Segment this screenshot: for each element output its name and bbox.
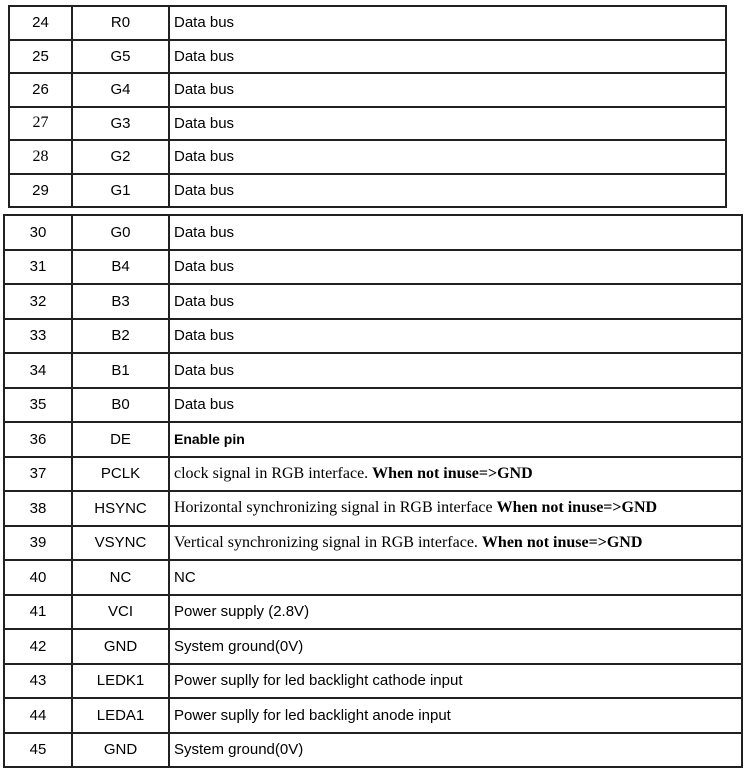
pin-table-lower	[3, 214, 743, 768]
pin-description-segment: When not inuse=>GND	[481, 533, 643, 551]
pin-number: 36	[5, 423, 73, 456]
pin-number: 32	[5, 285, 73, 318]
pin-number: 26	[10, 74, 73, 106]
pin-name: VCI	[73, 596, 170, 629]
pin-name: G5	[73, 41, 170, 73]
pin-description	[170, 389, 741, 422]
pin-description-segment: When not inuse=>GND	[372, 464, 533, 482]
pin-description-segment: When not inuse=>GND	[496, 499, 658, 517]
pin-number: 24	[10, 7, 73, 39]
pin-description	[170, 665, 741, 698]
pin-name: B4	[73, 251, 170, 284]
pin-description	[170, 699, 741, 732]
pin-name: GND	[73, 734, 170, 767]
pin-number: 25	[10, 41, 73, 73]
pin-description-segment: Data bus	[174, 14, 235, 32]
pin-number: 34	[5, 354, 73, 387]
pin-description-segment: System ground(0V)	[174, 741, 304, 759]
table-row	[5, 320, 741, 355]
pin-description	[170, 285, 741, 318]
pin-number: 44	[5, 699, 73, 732]
pin-description-segment: Data bus	[174, 361, 235, 379]
pin-description-segment: Horizontal synchronizing signal in RGB interface	[174, 499, 497, 517]
pin-description-segment: Power suplly for led backlight anode input	[174, 706, 451, 724]
pin-description-segment: Data bus	[174, 292, 235, 310]
pin-description	[170, 41, 725, 73]
pin-description-segment: clock signal in RGB interface.	[174, 464, 373, 482]
pin-number: 30	[5, 216, 73, 249]
pin-number: 38	[5, 492, 73, 525]
pin-description-segment: Enable pin	[174, 431, 245, 448]
pin-description	[170, 527, 741, 560]
pin-name: G4	[73, 74, 170, 106]
pin-name: G1	[73, 175, 170, 207]
pin-description	[170, 423, 741, 456]
pin-description-segment: Data bus	[174, 258, 235, 276]
pin-number: 43	[5, 665, 73, 698]
pin-number: 29	[10, 175, 73, 207]
table-row	[5, 630, 741, 665]
pin-number: 39	[5, 527, 73, 560]
pin-description-segment: Data bus	[174, 47, 235, 65]
table-row	[10, 74, 725, 108]
table-row	[10, 7, 725, 41]
table-row	[5, 458, 741, 493]
table-row	[5, 216, 741, 251]
pin-name: R0	[73, 7, 170, 39]
pin-number: 42	[5, 630, 73, 663]
pin-description-segment: Data bus	[174, 396, 235, 414]
pin-name: LEDK1	[73, 665, 170, 698]
pin-name: G0	[73, 216, 170, 249]
pin-description	[170, 216, 741, 249]
pin-description	[170, 492, 741, 525]
pin-number: 33	[5, 320, 73, 353]
pin-name: NC	[73, 561, 170, 594]
pin-description-segment: Data bus	[174, 181, 235, 199]
pin-description-segment: Vertical synchronizing signal in RGB interface.	[174, 533, 482, 551]
pin-description	[170, 7, 725, 39]
pin-description-segment: Data bus	[174, 81, 235, 99]
pin-description-segment: Power supply (2.8V)	[174, 603, 310, 621]
pin-description-segment: Data bus	[174, 327, 235, 345]
pin-number: 40	[5, 561, 73, 594]
pin-description-segment: Data bus	[174, 148, 235, 166]
pin-description	[170, 630, 741, 663]
pin-description	[170, 458, 741, 491]
table-row	[10, 108, 725, 142]
pin-description	[170, 734, 741, 767]
pin-description	[170, 596, 741, 629]
pin-number: 45	[5, 734, 73, 767]
table-row	[5, 734, 741, 767]
pin-name: G3	[73, 108, 170, 140]
pin-number: 31	[5, 251, 73, 284]
pin-description-segment: NC	[174, 568, 196, 586]
table-row	[5, 596, 741, 631]
table-row	[10, 141, 725, 175]
table-row	[5, 354, 741, 389]
pin-name: PCLK	[73, 458, 170, 491]
table-row	[5, 699, 741, 734]
table-row	[10, 175, 725, 207]
table-row	[10, 41, 725, 75]
pin-name: B2	[73, 320, 170, 353]
pin-description	[170, 251, 741, 284]
pin-name: B3	[73, 285, 170, 318]
pin-name: B1	[73, 354, 170, 387]
pin-name: HSYNC	[73, 492, 170, 525]
pin-description	[170, 175, 725, 207]
pin-name: VSYNC	[73, 527, 170, 560]
pin-description	[170, 141, 725, 173]
table-row	[5, 389, 741, 424]
table-row	[5, 527, 741, 562]
table-row	[5, 423, 741, 458]
pin-name: B0	[73, 389, 170, 422]
pin-name: G2	[73, 141, 170, 173]
table-row	[5, 561, 741, 596]
table-row	[5, 251, 741, 286]
pin-number: 35	[5, 389, 73, 422]
pin-description	[170, 320, 741, 353]
pin-description-segment: Data bus	[174, 114, 235, 132]
pin-number: 37	[5, 458, 73, 491]
pin-number: 41	[5, 596, 73, 629]
table-row	[5, 285, 741, 320]
pin-name: GND	[73, 630, 170, 663]
pin-description-segment: Power suplly for led backlight cathode input	[174, 672, 463, 690]
table-row	[5, 492, 741, 527]
pin-number: 27	[10, 108, 73, 140]
table-row	[5, 665, 741, 700]
pin-description	[170, 74, 725, 106]
pin-name: DE	[73, 423, 170, 456]
pin-table-upper	[8, 5, 727, 208]
pin-number: 28	[10, 141, 73, 173]
pin-description	[170, 108, 725, 140]
pin-description-segment: System ground(0V)	[174, 637, 304, 655]
pin-description	[170, 354, 741, 387]
pin-description-segment: Data bus	[174, 223, 235, 241]
pin-name: LEDA1	[73, 699, 170, 732]
pin-description	[170, 561, 741, 594]
